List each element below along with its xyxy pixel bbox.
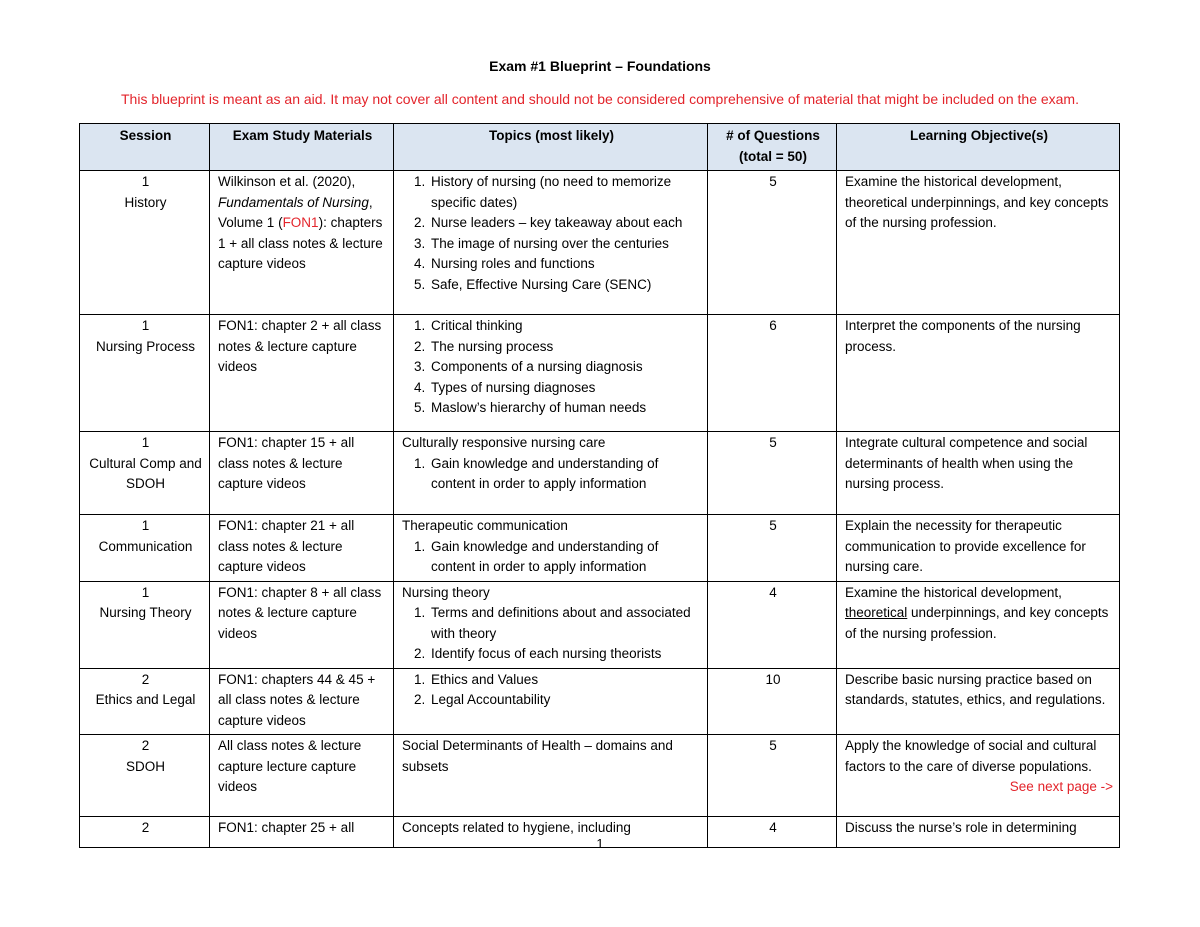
questions-cell: 10 bbox=[708, 668, 837, 735]
next-page-note: See next page -> bbox=[1009, 779, 1113, 794]
materials-cell: FON1: chapter 15 + all class notes & lecture capture videos bbox=[210, 432, 394, 515]
session-number: 2 bbox=[141, 671, 150, 687]
questions-cell: 4 bbox=[708, 581, 837, 668]
session-name: Nursing Theory bbox=[99, 605, 192, 620]
topics-list bbox=[402, 454, 701, 495]
list-item: 4. Types of nursing diagnoses bbox=[429, 378, 701, 399]
questions-cell: 6 bbox=[708, 315, 837, 432]
table-row bbox=[80, 735, 1120, 817]
objective-cell: Integrate cultural competence and social determinants of health when using the nursing process. bbox=[837, 432, 1120, 515]
session-cell bbox=[80, 515, 210, 582]
materials-cell: FON1: chapter 8 + all class notes & lecture capture videos bbox=[210, 581, 394, 668]
book-title: Fundamentals of Nursing bbox=[218, 194, 369, 210]
objective-text: Examine the historical development, bbox=[845, 584, 1062, 600]
page-number: 1 bbox=[596, 836, 604, 851]
header-session: Session bbox=[80, 124, 210, 171]
topics-cell bbox=[394, 171, 708, 315]
list-item: 2. Nurse leaders – key takeaway about each bbox=[429, 213, 701, 234]
list-item: 1. Critical thinking bbox=[429, 316, 701, 337]
objective-text: Apply the knowledge of social and cultural factors to the care of diverse populations. bbox=[845, 738, 1097, 774]
table-row bbox=[80, 315, 1120, 432]
session-name: History bbox=[124, 194, 167, 210]
materials-text: ): chapters 1 + all class notes & lecture capture videos bbox=[218, 215, 383, 271]
disclaimer-note: This blueprint is meant as an aid. It may not cover all content and should not be considered comprehensive of material that might be included on the exam. bbox=[121, 91, 1079, 107]
list-item: 2. Legal Accountability bbox=[429, 690, 701, 711]
questions-cell: 5 bbox=[708, 735, 837, 817]
session-name: SDOH bbox=[125, 758, 165, 774]
materials-cell: FON1: chapter 25 + all bbox=[210, 817, 394, 848]
objective-cell: Examine the historical development, theoretical underpinnings, and key concepts of the nursing profession. bbox=[837, 171, 1120, 315]
header-materials: Exam Study Materials bbox=[210, 124, 394, 171]
questions-cell: 5 bbox=[708, 171, 837, 315]
header-objectives: Learning Objective(s) bbox=[837, 124, 1120, 171]
materials-cell: FON1: chapter 21 + all class notes & lecture capture videos bbox=[210, 515, 394, 582]
topics-list bbox=[402, 316, 701, 419]
session-name: Cultural Comp and SDOH bbox=[89, 455, 202, 491]
objective-cell: Discuss the nurse’s role in determining bbox=[837, 817, 1120, 848]
list-item: 5. Maslow’s hierarchy of human needs bbox=[429, 398, 701, 419]
session-cell bbox=[80, 668, 210, 735]
materials-cell: FON1: chapters 44 & 45 + all class notes & lecture capture videos bbox=[210, 668, 394, 735]
topics-list bbox=[402, 537, 701, 578]
header-questions-line1: # of Questions bbox=[726, 128, 820, 143]
materials-cell: FON1: chapter 2 + all class notes & lecture capture videos bbox=[210, 315, 394, 432]
list-item: 2. Identify focus of each nursing theorists bbox=[429, 644, 701, 665]
session-cell bbox=[80, 171, 210, 315]
session-name: Nursing Process bbox=[95, 338, 196, 354]
topics-cell bbox=[394, 515, 708, 582]
table-row bbox=[80, 581, 1120, 668]
header-questions bbox=[708, 124, 837, 171]
topics-list bbox=[402, 670, 701, 711]
table-row bbox=[80, 432, 1120, 515]
topics-cell bbox=[394, 668, 708, 735]
topics-intro: Nursing theory bbox=[402, 584, 490, 600]
objective-text: underpinnings, and key concepts of the nursing profession. bbox=[845, 605, 1109, 641]
questions-cell: 4 bbox=[708, 817, 837, 848]
materials-text: , Volume 1 bbox=[218, 194, 373, 230]
table-row bbox=[80, 515, 1120, 582]
page-title: Exam #1 Blueprint – Foundations bbox=[489, 58, 711, 74]
table-row bbox=[80, 668, 1120, 735]
objective-cell: Describe basic nursing practice based on standards, statutes, ethics, and regulations. bbox=[837, 668, 1120, 735]
blueprint-table bbox=[79, 123, 1120, 848]
topics-intro: Therapeutic communication bbox=[402, 518, 568, 533]
book-abbrev: FON1 bbox=[282, 215, 319, 230]
materials-cell bbox=[210, 171, 394, 315]
materials-text: Wilkinson et al. (2020), bbox=[218, 174, 356, 189]
header-topics: Topics (most likely) bbox=[394, 124, 708, 171]
materials-text: ( bbox=[278, 215, 283, 230]
list-item: 1. Terms and definitions about and associated with theory bbox=[429, 603, 701, 644]
topics-cell bbox=[394, 432, 708, 515]
list-item: 1. Gain knowledge and understanding of content in order to apply information bbox=[429, 454, 701, 495]
list-item: 1. Ethics and Values bbox=[429, 670, 701, 691]
topics-cell: Social Determinants of Health – domains and subsets bbox=[394, 735, 708, 817]
session-name: Communication bbox=[98, 538, 193, 554]
objective-cell: Interpret the components of the nursing process. bbox=[837, 315, 1120, 432]
objective-cell bbox=[837, 581, 1120, 668]
session-number: 2 bbox=[141, 820, 150, 835]
list-item: 5. Safe, Effective Nursing Care (SENC) bbox=[429, 275, 701, 296]
materials-cell: All class notes & lecture capture lecture capture videos bbox=[210, 735, 394, 817]
session-cell bbox=[80, 432, 210, 515]
topics-list bbox=[402, 603, 701, 665]
list-item: 3. Components of a nursing diagnosis bbox=[429, 357, 701, 378]
topics-intro: Culturally responsive nursing care bbox=[402, 435, 606, 450]
session-number: 1 bbox=[141, 318, 150, 333]
session-cell bbox=[80, 581, 210, 668]
session-number: 1 bbox=[141, 174, 150, 189]
table-row bbox=[80, 171, 1120, 315]
list-item: 3. The image of nursing over the centuries bbox=[429, 234, 701, 255]
session-number: 1 bbox=[141, 435, 150, 450]
questions-cell: 5 bbox=[708, 515, 837, 582]
session-cell bbox=[80, 735, 210, 817]
objective-cell: Explain the necessity for therapeutic communication to provide excellence for nursing care. bbox=[837, 515, 1120, 582]
session-name: Ethics and Legal bbox=[95, 692, 196, 707]
session-number: 1 bbox=[141, 518, 150, 533]
objective-underlined: theoretical bbox=[845, 605, 908, 620]
topics-cell bbox=[394, 581, 708, 668]
session-number: 2 bbox=[141, 738, 150, 753]
objective-cell bbox=[837, 735, 1120, 817]
list-item: 4. Nursing roles and functions bbox=[429, 254, 701, 275]
topics-cell: Concepts related to hygiene, including bbox=[394, 817, 708, 848]
questions-cell: 5 bbox=[708, 432, 837, 515]
session-cell bbox=[80, 315, 210, 432]
table-header-row bbox=[80, 124, 1120, 171]
topics-cell bbox=[394, 315, 708, 432]
list-item: 2. The nursing process bbox=[429, 337, 701, 358]
list-item: 1. History of nursing (no need to memorize specific dates) bbox=[429, 172, 701, 213]
list-item: 1. Gain knowledge and understanding of content in order to apply information bbox=[429, 537, 701, 578]
header-questions-line2: (total = 50) bbox=[739, 148, 807, 164]
topics-list bbox=[402, 172, 701, 295]
session-number: 1 bbox=[141, 584, 150, 600]
